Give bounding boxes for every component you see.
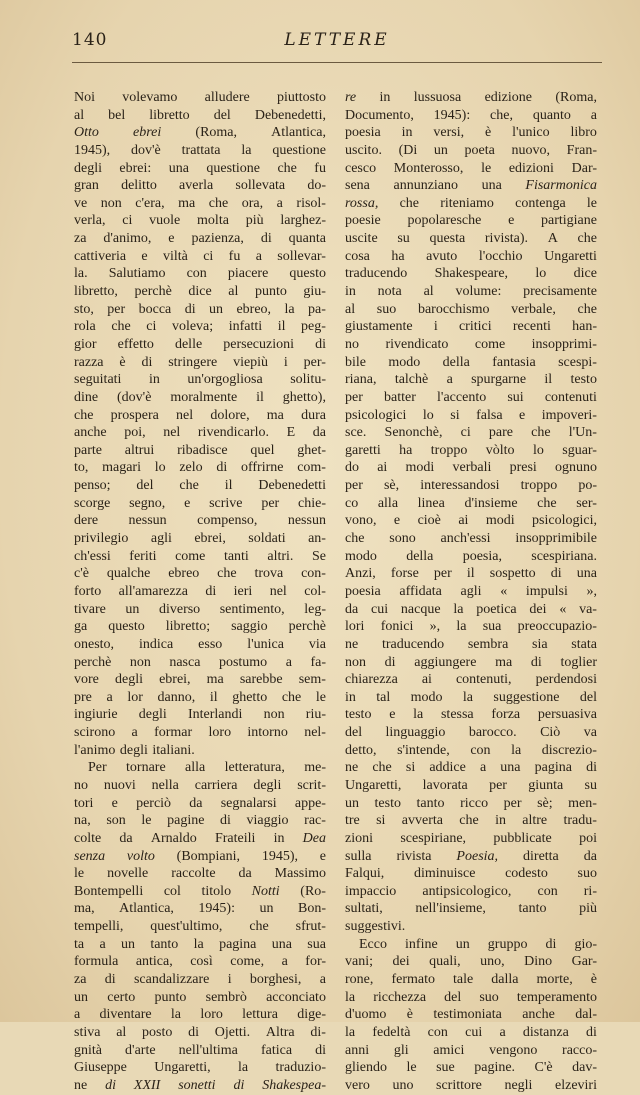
text-line: giustamente i critici recenti han- [345, 319, 597, 335]
text-line: al bel libretto del Debenedetti, [74, 107, 326, 123]
text-line: senza volto (Bompiani, 1945), e [74, 848, 326, 864]
text-line: scirono a formar loro intorno nel- [74, 725, 326, 741]
text-line: modo della poesia, scespiriana. [345, 548, 597, 564]
text-line: ma, Atlantica, 1945): un Bon- [74, 901, 326, 917]
text-line: cattiveria e viltà ci fu a sollevar- [74, 248, 326, 264]
text-line: ne di XXII sonetti di Shakespea- [74, 1077, 326, 1093]
text-line: c'è qualche ebreo che trova con- [74, 566, 326, 582]
text-line: lori fonici », la sua preoccupazio- [345, 619, 597, 635]
text-line: ch'essi feriti come tanti altri. Se [74, 548, 326, 564]
text-line: vani; dei quali, uno, Dino Gar- [345, 954, 597, 970]
text-line: penso; del che il Debenedetti [74, 478, 326, 494]
text-line: forto all'amarezza di ieri nel col- [74, 583, 326, 599]
text-line: vero uno scrittore negli elzeviri [345, 1077, 597, 1093]
text-line: scorge segno, e scrive per chie- [74, 495, 326, 511]
text-line: la. Salutiamo con piacere questo [74, 266, 326, 282]
text-line: za di scandalizzare i borghesi, a [74, 972, 326, 988]
text-line: poesia in versi, è l'unico libro [345, 125, 597, 141]
text-line: la fedeltà con cui a distanza di [345, 1024, 597, 1040]
text-line: Giuseppe Ungaretti, la traduzio- [74, 1060, 326, 1076]
text-line: libretto, perchè dice al punto giu- [74, 284, 326, 300]
text-line: re in lussuosa edizione (Roma, [345, 90, 597, 105]
text-line: 1945), dov'è trattata la questione [74, 142, 326, 158]
text-line: tivare un diverso sentimento, leg- [74, 601, 326, 617]
text-line: vono, e cioè ai modi psicologici, [345, 513, 597, 529]
text-line: no rivendicato come insopprimi- [345, 336, 597, 352]
right-column [345, 89, 597, 1095]
text-line: ingiurie degli Interlandi non riu- [74, 707, 326, 723]
text-line: degli ebrei: una questione che fu [74, 160, 326, 176]
text-line: riana, talchè a spurgarne il testo [345, 372, 597, 388]
text-line: detto, s'intende, con la discrezio- [345, 742, 597, 758]
text-line: formula antica, così come, a for- [74, 954, 326, 970]
text-line: a diventare la loro lettura dige- [74, 1007, 326, 1023]
text-line: onesto, indica esso l'unica via [74, 636, 326, 652]
text-line: per batter l'accento sui contenuti [345, 389, 597, 405]
text-line: del linguaggio barocco. Ciò va [345, 725, 597, 741]
text-line: traducendo Shakespeare, lo dice [345, 266, 597, 282]
text-line: do ai modi verbali presi ognuno [345, 460, 597, 476]
text-line: pre a lor danno, il ghetto che le [74, 689, 326, 705]
text-line: le novelle raccolte da Massimo [74, 866, 326, 882]
text-line: d'uomo è testimoniata anche dal- [345, 1007, 597, 1023]
text-line: ga questo libretto; saggio perchè [74, 619, 326, 635]
text-line: impaccio antipsicologico, con ri- [345, 883, 597, 899]
text-line: Noi volevamo alludere piuttosto [74, 90, 326, 105]
text-line: sto, per bocca di un ebreo, la pa- [74, 301, 326, 317]
left-column [74, 89, 326, 1095]
text-line: seguitati in un'orgogliosa solitu- [74, 372, 326, 388]
text-line: dine (dov'è moralmente il ghetto), [74, 389, 326, 405]
text-line: poesie popolaresche e partigiane [345, 213, 597, 229]
text-line: cesco Monterosso, le edizioni Dar- [345, 160, 597, 176]
text-line: co alla linea d'insieme che ser- [345, 495, 597, 511]
text-line: sena annunziano una Fisarmonica [345, 178, 597, 194]
page-number: 140 [72, 30, 108, 50]
text-line: rossa, che riteniamo contenga le [345, 195, 597, 211]
text-line: razza è di stringere viepiù i per- [74, 354, 326, 370]
text-line: la ricchezza del suo temperamento [345, 989, 597, 1005]
text-line: sultati, nell'insieme, tanto più [345, 901, 597, 917]
text-line: na, son le pagine di viaggio rac- [74, 813, 326, 829]
text-line: uscito. (Di un poeta nuovo, Fran- [345, 142, 597, 158]
header-rule [72, 62, 602, 63]
text-line: colte da Arnaldo Frateili in Dea [74, 830, 326, 846]
text-line: perchè non nasca postumo a fa- [74, 654, 326, 670]
text-line: Ecco infine un gruppo di gio- [359, 936, 597, 952]
text-line: suggestivi. [345, 919, 406, 935]
text-line: ne traducendo sembra sia stata [345, 636, 597, 652]
text-line: to, magari lo zelo di offrirne com- [74, 460, 326, 476]
text-line: testo e la stessa forza persuasiva [345, 707, 597, 723]
text-line: non di aggiungere ma di toglier [345, 654, 597, 670]
text-line: vore degli ebrei, ma sarebbe sem- [74, 672, 326, 688]
text-line: zioni scespiriane, pubblicate poi [345, 830, 597, 846]
text-line: tre si avverta che in altre tradu- [345, 813, 597, 829]
text-line: ve non c'era, ma che ora, a risol- [74, 195, 326, 211]
text-line: Ungaretti, lavorata per giunta su [345, 777, 597, 793]
text-line: tori e perciò da segnalarsi appe- [74, 795, 326, 811]
text-line: no nuovi nella carriera degli scrit- [74, 777, 326, 793]
text-line: che sono anch'essi insopprimibile [345, 531, 597, 547]
text-line: Anzi, forse per il sospetto di una [345, 566, 597, 582]
text-line: tempelli, quest'ultimo, che sfrut- [74, 919, 326, 935]
text-line: poesia affidata agli « impulsi », [345, 583, 597, 599]
text-line: in tal modo la suggestione del [345, 689, 597, 705]
text-line: stiva al posto di Ojetti. Altra di- [74, 1024, 326, 1040]
text-line: rola che ci voleva; infatti il peg- [74, 319, 326, 335]
text-line: Documento, 1945): che, quanto a [345, 107, 597, 123]
text-line: psicologici lo si falsa e impoveri- [345, 407, 597, 423]
text-line: l'animo degli italiani. [74, 742, 195, 758]
text-line: uscite su questa rivista). A che [345, 231, 597, 247]
text-line: gran delitto averla sollevata do- [74, 178, 326, 194]
text-line: un certo punto sembrò acconciato [74, 989, 326, 1005]
text-line: garetti ha troppo vòlto lo sguar- [345, 442, 597, 458]
text-line: privilegio agli ebrei, soldati an- [74, 531, 326, 547]
running-title: LETTERE [284, 30, 390, 50]
text-line: al suo barocchismo verbale, che [345, 301, 597, 317]
text-line: gior effetto delle persecuzioni di [74, 336, 326, 352]
text-line: rone, fermato tale dalla morte, è [345, 972, 597, 988]
text-line: anche poi, nel rivendicarlo. E da [74, 425, 326, 441]
text-line: in nota al volume: precisamente [345, 284, 597, 300]
text-line: parte altrui ribadisce quel ghet- [74, 442, 326, 458]
text-line: bile modo della fantasia scespi- [345, 354, 597, 370]
text-line: Bontempelli col titolo Notti (Ro- [74, 883, 326, 899]
text-line: un testo tanto ricco per sè; men- [345, 795, 597, 811]
text-line: gliendo le sue pagine. C'è dav- [345, 1060, 597, 1076]
text-line: sce. Senonchè, ci pare che l'Un- [345, 425, 597, 441]
text-line: chiarezza ai contenuti, perdendosi [345, 672, 597, 688]
text-line: da cui nacque la poetica dei « va- [345, 601, 597, 617]
text-line: cosa ha avuto l'occhio Ungaretti [345, 248, 597, 264]
text-line: ne che si addice a una pagina di [345, 760, 597, 776]
text-line: Otto ebrei (Roma, Atlantica, [74, 125, 326, 141]
text-line: sulla rivista Poesia, diretta da [345, 848, 597, 864]
text-line: Per tornare alla letteratura, me- [88, 760, 326, 776]
text-line: ta a un tanto la pagina una sua [74, 936, 326, 952]
text-line: Falqui, diminuisce codesto suo [345, 866, 597, 882]
text-line: verla, ci vuole molta più larghez- [74, 213, 326, 229]
text-line: dere nessun compenso, nessun [74, 513, 326, 529]
text-line: per sè, interessandosi troppo po- [345, 478, 597, 494]
text-line: che prospera nel dolore, ma dura [74, 407, 326, 423]
text-line: anni gli amici vengono racco- [345, 1042, 597, 1058]
text-line: za d'animo, e pazienza, di quanta [74, 231, 326, 247]
text-line: gnità d'arte nell'ultima fatica di [74, 1042, 326, 1058]
page-header [72, 30, 602, 56]
